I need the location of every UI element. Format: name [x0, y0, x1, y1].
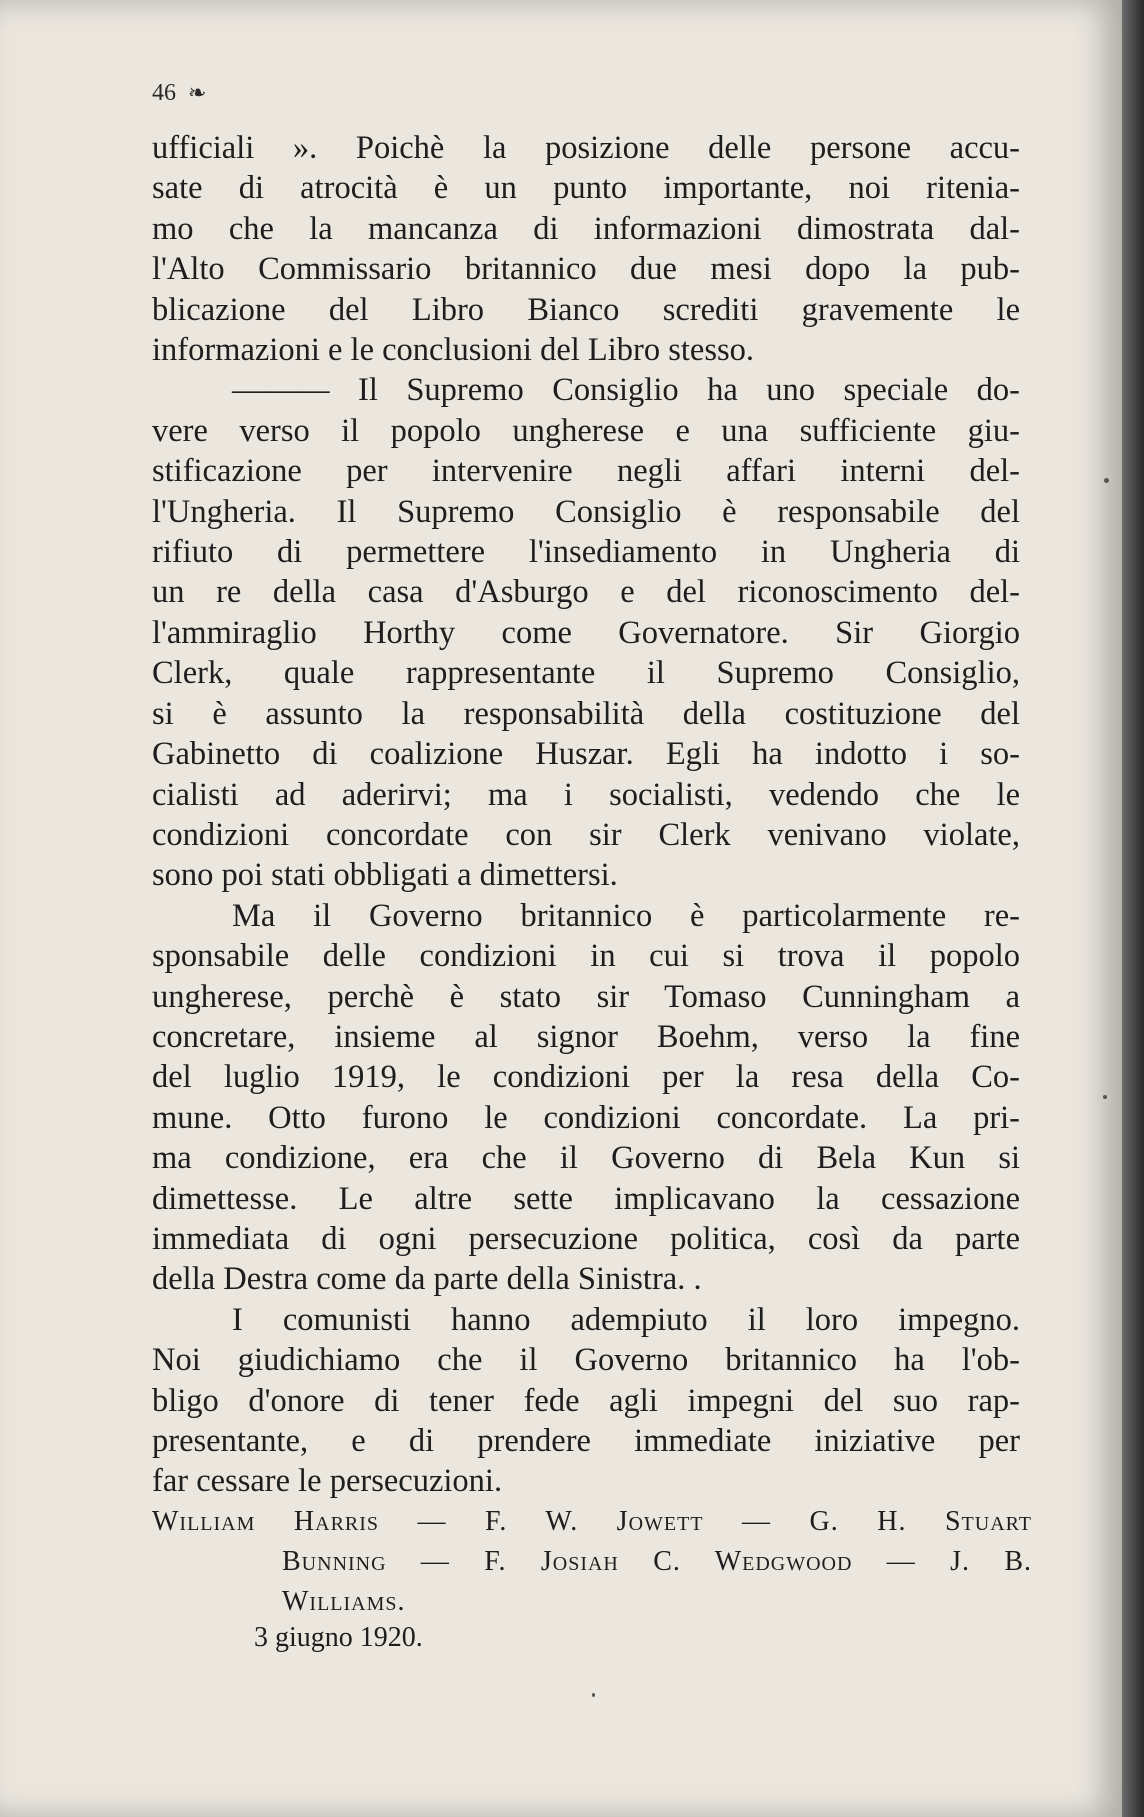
text-line: Clerk, quale rappresentante il Supremo Consiglio, [152, 655, 1020, 692]
text-line: informazioni e le conclusioni del Libro stesso. [152, 332, 755, 369]
book-spine [1122, 0, 1144, 1817]
text-line: della Destra come da parte della Sinistra. . [152, 1261, 702, 1298]
text-line: immediata di ogni persecuzione politica, così da parte [152, 1220, 1020, 1257]
paper-speck [1103, 1095, 1107, 1099]
page-number: 46 [152, 80, 176, 106]
text-line: dimettesse. Le altre sette implicavano la cessazione [152, 1180, 1020, 1217]
text-line: blicazione del Libro Bianco screditi gravemente le [152, 291, 1020, 328]
signatures [152, 1502, 1032, 1622]
text-line: far cessare le persecuzioni. [152, 1463, 503, 1500]
text-line: cialisti ad aderirvi; ma i socialisti, vedendo che le [152, 776, 1020, 813]
text-line: presentante, e di prendere immediate iniziative per [152, 1423, 1020, 1459]
text-line: ufficiali ». Poichè la posizione delle persone accu- [152, 130, 1020, 166]
signature-line: William Harris — F. W. Jowett — G. H. Stuart [152, 1506, 1032, 1537]
text-line: Ma il Governo britannico è particolarmente re- [232, 897, 1020, 934]
text-line: vere verso il popolo ungherese e una sufficiente giu- [152, 412, 1020, 449]
text-line: mune. Otto furono le condizioni concordate. La pri- [152, 1099, 1020, 1136]
text-line: Noi giudichiamo che il Governo britannico ha l'ob- [152, 1342, 1020, 1379]
text-line: l'ammiraglio Horthy come Governatore. Sir Giorgio [152, 614, 1020, 651]
text-line: sponsabile delle condizioni in cui si trova il popolo [152, 938, 1020, 975]
ornament-icon: ❧ [188, 80, 207, 105]
text-line: mo che la mancanza di informazioni dimostrata dal- [152, 210, 1020, 247]
text-line: l'Ungheria. Il Supremo Consiglio è responsabile del [152, 493, 1020, 530]
text-line: ma condizione, era che il Governo di Bela Kun si [152, 1140, 1020, 1177]
paper-speck [1104, 478, 1109, 483]
text-line: un re della casa d'Asburgo e del riconoscimento del- [152, 574, 1020, 611]
text-line: stificazione per intervenire negli affari interni del- [152, 453, 1020, 490]
page-header [152, 80, 206, 107]
text-line: ——— Il Supremo Consiglio ha uno speciale do- [232, 372, 1020, 409]
paper-speck [592, 1693, 595, 1697]
text-line: condizioni concordate con sir Clerk venivano violate, [152, 816, 1020, 853]
text-line: sate di atrocità è un punto importante, noi ritenia- [152, 170, 1020, 207]
text-line: del luglio 1919, le condizioni per la resa della Co- [152, 1059, 1020, 1096]
text-line: sono poi stati obbligati a dimettersi. [152, 857, 618, 894]
text-line: I comunisti hanno adempiuto il loro impegno. [232, 1301, 1020, 1338]
text-line: concretare, insieme al signor Boehm, verso la fine [152, 1018, 1020, 1055]
signature-line: Williams. [282, 1586, 406, 1617]
text-line: bligo d'onore di tener fede agli impegni del suo rap- [152, 1382, 1020, 1419]
text-line: l'Alto Commissario britannico due mesi dopo la pub- [152, 251, 1020, 288]
signature-line: Bunning — F. Josiah C. Wedgwood — J. B. [282, 1546, 1032, 1577]
text-line: si è assunto la responsabilità della costituzione del [152, 695, 1020, 732]
text-line: Gabinetto di coalizione Huszar. Egli ha indotto i so- [152, 736, 1020, 773]
document-date: 3 giugno 1920. [254, 1622, 423, 1653]
text-line: rifiuto di permettere l'insediamento in Ungheria di [152, 534, 1020, 571]
text-line: ungherese, perchè è stato sir Tomaso Cunningham a [152, 978, 1020, 1015]
body-text [152, 128, 1020, 1502]
